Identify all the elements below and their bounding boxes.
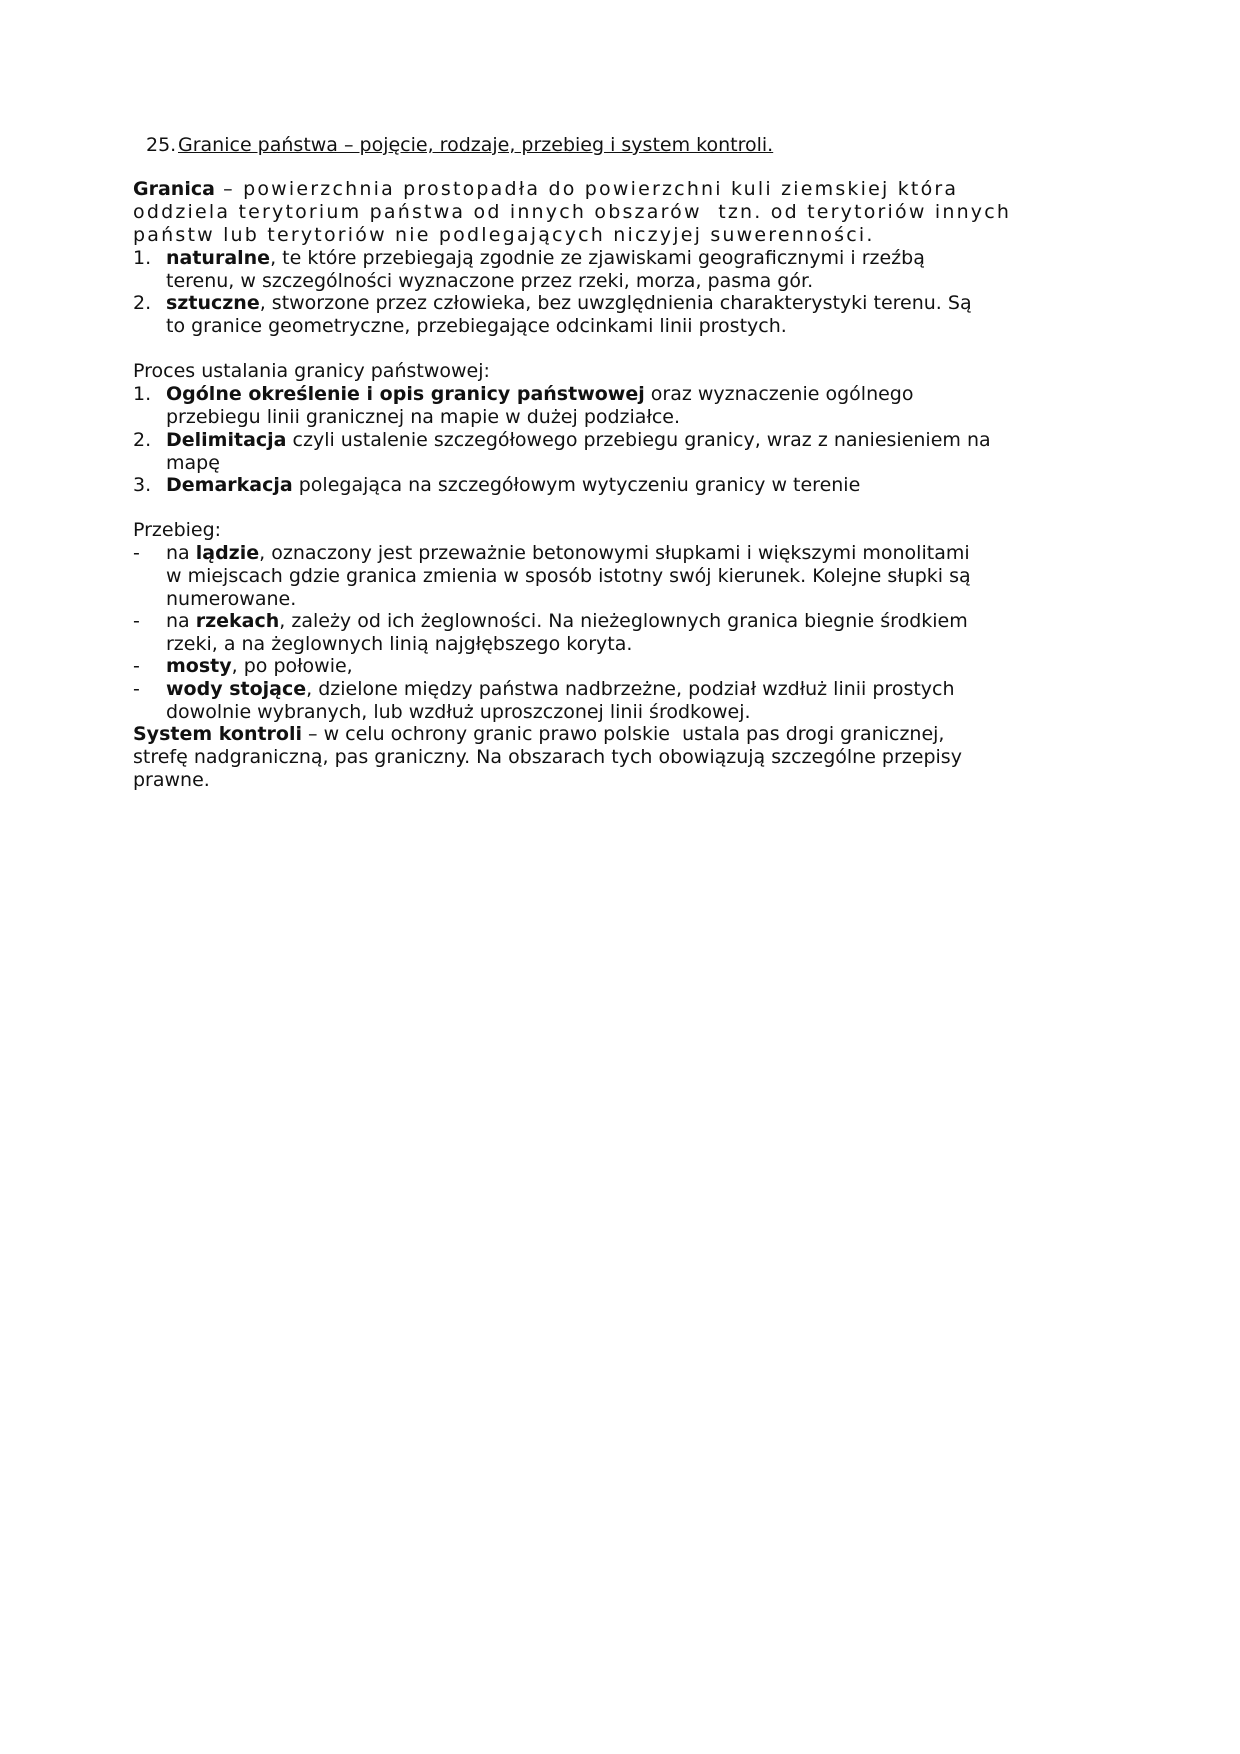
route-item-rivers: na rzekach, zależy od ich żeglowności. Na nieżeglownych granica biegnie środkiem — [166, 610, 968, 632]
route-item-land-cont-1: w miejscach gdzie granica zmienia w sposób istotny swój kierunek. Kolejne słupki są — [166, 565, 971, 587]
type-item-natural: naturalne, te które przebiegają zgodnie ze zjawiskami geograficznymi i rzeźbą — [166, 247, 925, 269]
route-item-land-cont-2: numerowane. — [166, 588, 297, 610]
list-marker: 2. — [133, 292, 152, 314]
route-item-land: na lądzie, oznaczony jest przeważnie betonowymi słupkami i większymi monolitami — [166, 542, 970, 564]
definition-line-2: oddziela terytorium państwa od innych obszarów tzn. od terytoriów innych — [133, 201, 1012, 223]
heading-number: 25. — [146, 134, 177, 156]
route-item-still-waters: wody stojące, dzielone między państwa nadbrzeżne, podział wzdłuż linii prostych — [166, 678, 955, 700]
control-paragraph-line-2: strefę nadgraniczną, pas graniczny. Na obszarach tych obowiązują szczególne przepisy — [133, 746, 962, 768]
bullet-dash: - — [133, 678, 140, 700]
type-item-artificial: sztuczne, stworzone przez człowieka, bez uwzględnienia charakterystyki terenu. Są — [166, 292, 972, 314]
bullet-dash: - — [133, 610, 140, 632]
list-marker: 1. — [133, 383, 152, 405]
bullet-dash: - — [133, 542, 140, 564]
definition-term: Granica — [133, 178, 215, 200]
list-marker: 3. — [133, 474, 152, 496]
control-paragraph-line-3: prawne. — [133, 769, 210, 791]
process-label: Proces ustalania granicy państwowej: — [133, 360, 490, 382]
process-item-3: Demarkacja polegająca na szczegółowym wytyczeniu granicy w terenie — [166, 474, 861, 496]
type-item-natural-cont: terenu, w szczególności wyznaczone przez rzeki, morza, pasma gór. — [166, 270, 814, 292]
route-item-rivers-cont: rzeki, a na żeglownych linią najgłębszego koryta. — [166, 633, 633, 655]
control-paragraph-line-1: System kontroli – w celu ochrony granic prawo polskie ustala pas drogi granicznej, — [133, 723, 945, 745]
definition-line-1: Granica – powierzchnia prostopadła do powierzchni kuli ziemskiej która — [133, 178, 959, 200]
heading-title: Granice państwa – pojęcie, rodzaje, przebieg i system kontroli. — [178, 134, 774, 156]
process-item-2-cont: mapę — [166, 452, 220, 474]
process-item-1-cont: przebiegu linii granicznej na mapie w dużej podziałce. — [166, 406, 681, 428]
control-term: System kontroli — [133, 723, 302, 745]
route-item-still-waters-cont: dowolnie wybranych, lub wzdłuż uproszczonej linii środkowej. — [166, 701, 751, 723]
route-label: Przebieg: — [133, 519, 222, 541]
route-item-bridges: mosty, po połowie, — [166, 655, 353, 677]
definition-line-3: państw lub terytoriów nie podlegających niczyjej suwerenności. — [133, 224, 875, 246]
process-item-1: Ogólne określenie i opis granicy państwowej oraz wyznaczenie ogólnego — [166, 383, 914, 405]
process-item-2: Delimitacja czyli ustalenie szczegółowego przebiegu granicy, wraz z naniesieniem na — [166, 429, 991, 451]
list-marker: 2. — [133, 429, 152, 451]
type-item-artificial-cont: to granice geometryczne, przebiegające odcinkami linii prostych. — [166, 315, 787, 337]
bullet-dash: - — [133, 655, 140, 677]
list-marker: 1. — [133, 247, 152, 269]
